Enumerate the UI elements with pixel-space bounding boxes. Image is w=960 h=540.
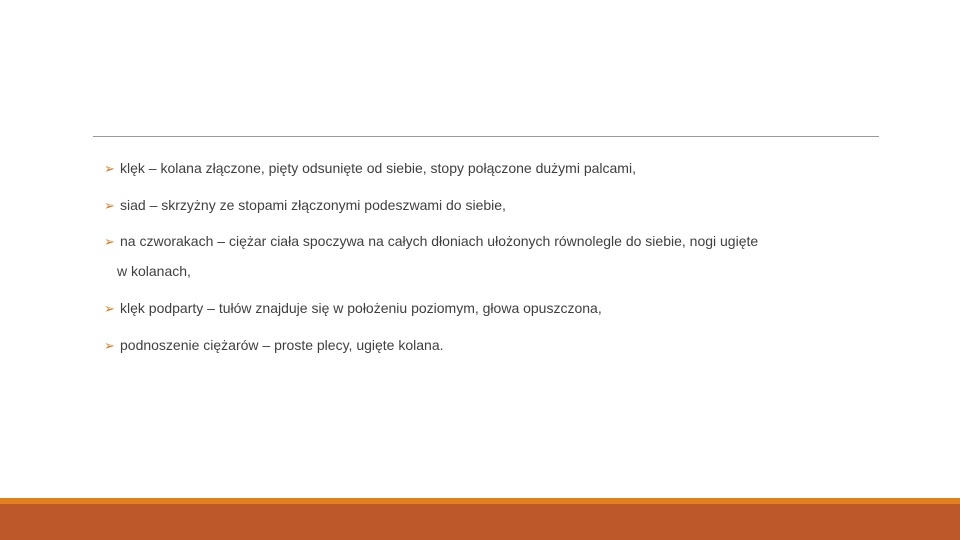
bullet-term: na czworakach (120, 233, 214, 249)
bullet-item (104, 335, 864, 356)
bullet-text: – skrzyżny ze stopami złączonymi podeszwami do siebie, (145, 197, 506, 213)
bullet-text: – proste plecy, ugięte kolana. (258, 337, 444, 353)
bullet-item (104, 298, 864, 319)
bullet-text: – tułów znajduje się w położeniu poziomym, głowa opuszczona, (203, 300, 602, 316)
bullet-item (104, 195, 864, 216)
title-divider (93, 136, 879, 137)
arrow-right-bullet-icon: ➢ (104, 198, 115, 213)
bullet-continuation (117, 261, 191, 281)
bullet-item (104, 158, 864, 179)
bullet-text: – kolana złączone, pięty odsunięte od siebie, stopy połączone dużymi palcami, (144, 160, 636, 176)
arrow-right-bullet-icon: ➢ (104, 234, 115, 249)
arrow-right-bullet-icon: ➢ (104, 301, 115, 316)
arrow-right-bullet-icon: ➢ (104, 161, 115, 176)
footer-band (0, 504, 960, 540)
bullet-continuation-text: w kolanach, (117, 263, 191, 279)
bullet-text: – ciężar ciała spoczywa na całych dłoniach ułożonych równolegle do siebie, nogi ugięte (213, 233, 759, 249)
bullet-term: siad (120, 197, 146, 213)
bullet-term: klęk podparty (120, 300, 204, 316)
bullet-term: klęk (120, 160, 145, 176)
bullet-item (104, 231, 864, 252)
arrow-right-bullet-icon: ➢ (104, 338, 115, 353)
bullet-term: podnoszenie ciężarów (120, 337, 259, 353)
